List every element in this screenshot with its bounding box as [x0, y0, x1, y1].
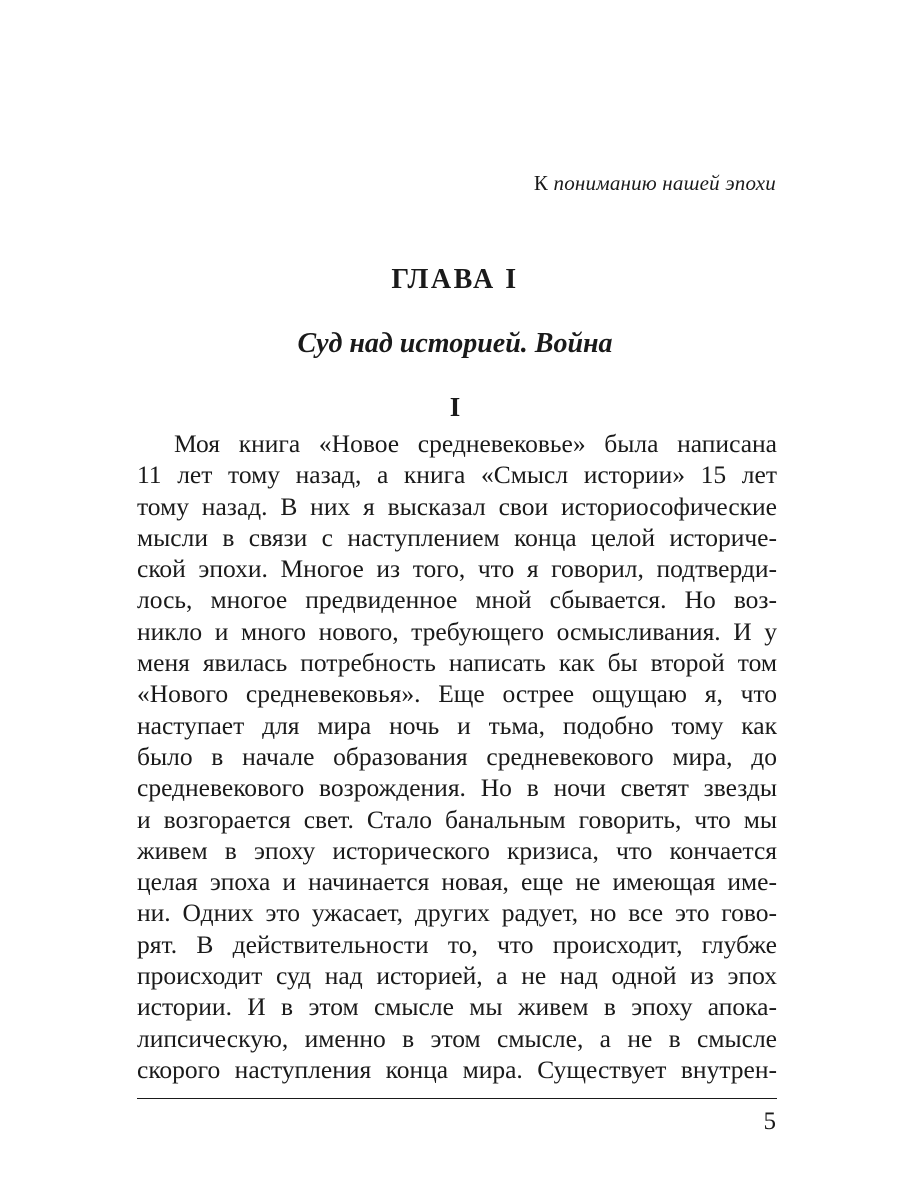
body-line: 11 лет тому назад, а книга «Смысл истории» 15 лет [137, 460, 777, 490]
body-line: средневекового возрождения. Но в ночи светят звезды [137, 773, 777, 803]
body-line: и возгорается свет. Стало банальным говорить, что мы [137, 804, 777, 834]
body-line: наступает для мира ночь и тьма, подобно тому как [137, 710, 777, 740]
body-line: скорого наступления конца мира. Существует внутрен- [137, 1054, 777, 1084]
body-paragraph [137, 428, 777, 1085]
body-line: рят. В действительности то, что происходит, глубже [137, 929, 777, 959]
body-line: целая эпоха и начинается новая, еще не имеющая име- [137, 867, 777, 897]
section-numeral: I [449, 392, 461, 422]
body-line: истории. И в этом смысле мы живем в эпоху апока- [137, 992, 777, 1022]
chapter-title: ГЛАВА I [391, 264, 519, 295]
running-head-lead: К [533, 171, 549, 195]
chapter-subtitle: Суд над историей. Война [297, 328, 613, 359]
body-line: меня явилась потребность написать как бы второй том [137, 648, 777, 678]
body-line: было в начале образования средневекового мира, до [137, 741, 777, 771]
body-line: Моя книга «Новое средневековье» была написана [174, 429, 777, 458]
body-line: ской эпохи. Многое из того, что я говорил, подтверди- [137, 554, 777, 584]
footer-rule [137, 1098, 777, 1099]
body-line: липсическую, именно в этом смысле, а не в смысле [137, 1023, 777, 1053]
running-head [534, 171, 776, 196]
body-line: тому назад. В них я высказал свои историософические [137, 491, 777, 521]
body-line: лось, многое предвиденное мной сбывается. Но воз- [137, 585, 777, 615]
running-head-title: пониманию нашей эпохи [553, 171, 776, 195]
page-number: 5 [763, 1108, 776, 1135]
body-line: никло и много нового, требующего осмысливания. И у [137, 616, 777, 646]
body-line: происходит суд над историей, а не над одной из эпох [137, 961, 777, 991]
body-line: живем в эпоху исторического кризиса, что кончается [137, 835, 777, 865]
body-line: мысли в связи с наступлением конца целой историче- [137, 522, 777, 552]
body-line: «Нового средневековья». Еще острее ощущаю я, что [137, 679, 777, 709]
body-line: ни. Одних это ужасает, других радует, но все это гово- [137, 898, 777, 928]
